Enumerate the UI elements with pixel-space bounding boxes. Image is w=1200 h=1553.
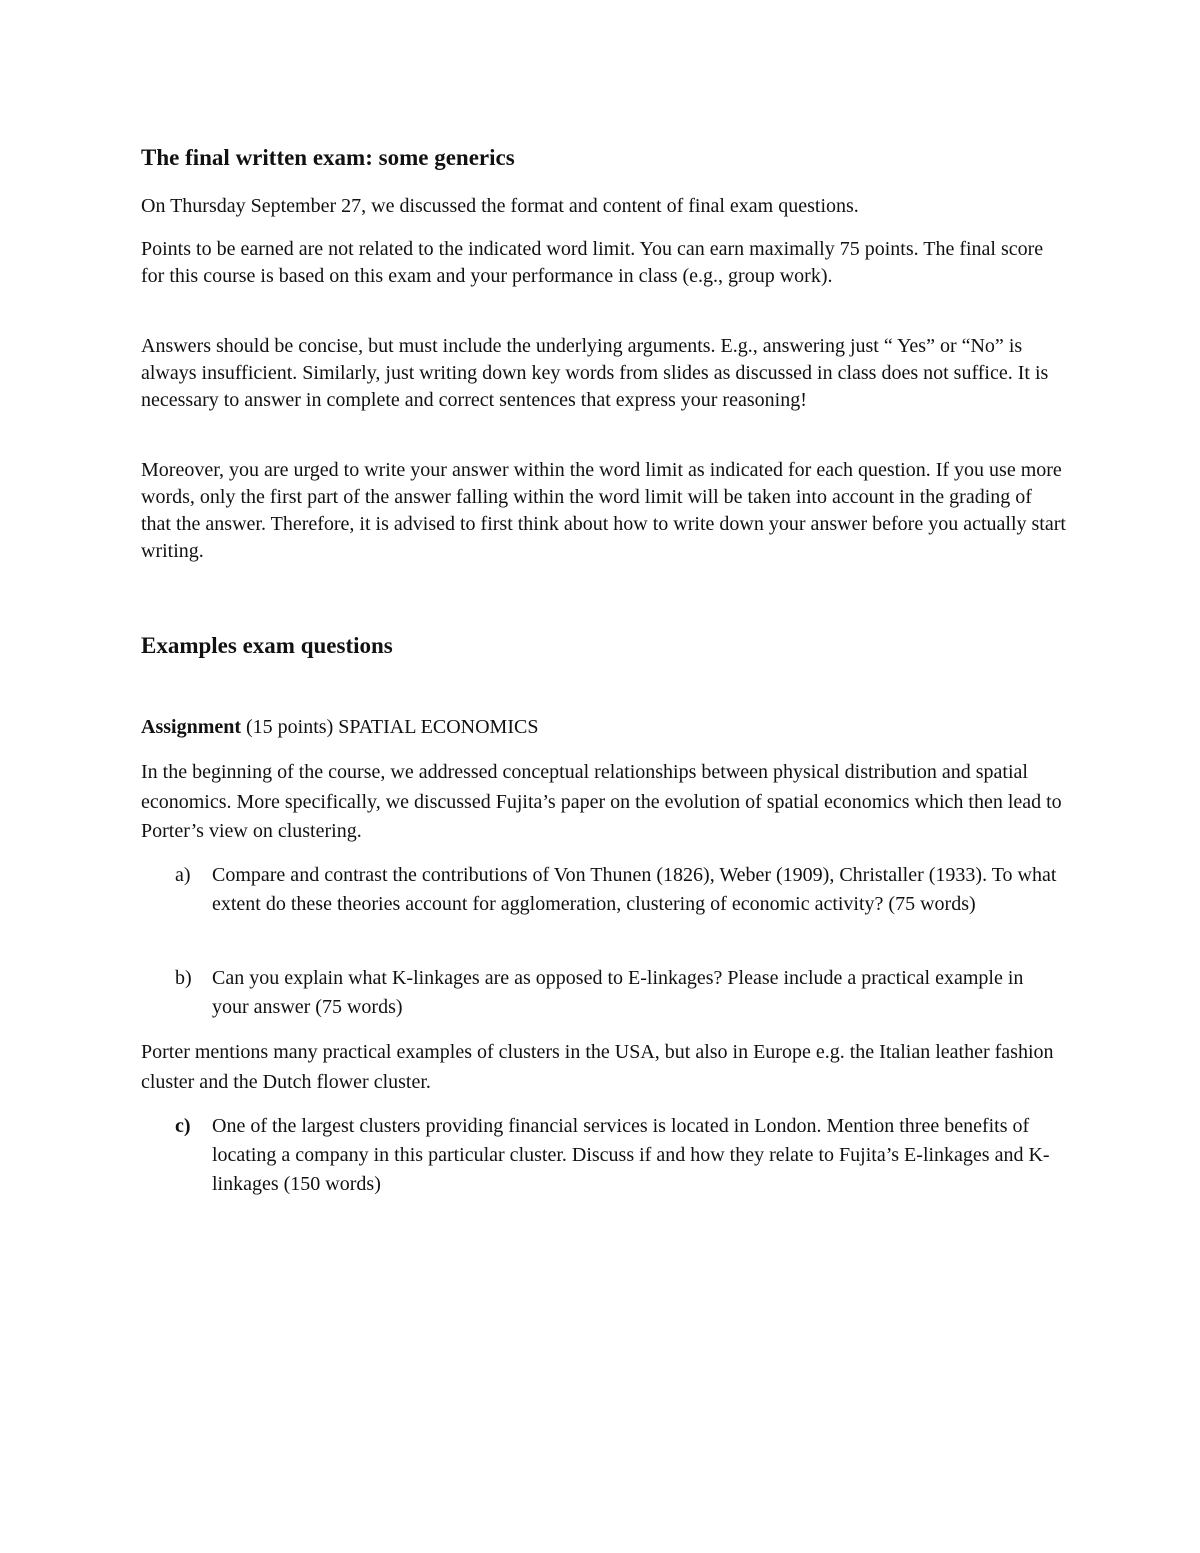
paragraph-date: On Thursday September 27, we discussed the format and content of final exam questions. [141,195,859,217]
paragraph-answers: Answers should be concise, but must include the underlying arguments. E.g., answering just “ Yes” or “No” is always insufficient. Similarly, just writing down key words from slides as discussed in class does not suffice. It is necessary to answer in complete and correct sentences that express your reasoning! [141,335,1049,411]
section-title-examples: Examples exam questions [141,633,393,658]
porter-paragraph: Porter mentions many practical examples of clusters in the USA, but also in Europe e.g. the Italian leather fashion cluster and the Dutch flower cluster. [141,1041,1054,1093]
assignment-header [141,714,1066,741]
paragraph-points: Points to be earned are not related to the indicated word limit. You can earn maximally 75 points. The final score for this course is based on this exam and your performance in class (e.g., group work). [141,238,1044,287]
question-c-text: One of the largest clusters providing financial services is located in London. Mention three benefits of locating a company in this particular cluster. Discuss if and how they relate to Fujita’s E-linkages and K-linkages (150 words) [212,1115,1050,1195]
question-c-label: c) [175,1115,191,1137]
question-b-text: Can you explain what K-linkages are as opposed to E-linkages? Please include a practical example in your answer (75 words) [212,967,1024,1018]
assignment-label: Assignment [141,716,242,738]
question-a-text: Compare and contrast the contributions of Von Thunen (1826), Weber (1909), Christaller (1933). To what extent do these theories account for agglomeration, clustering of economic activity? (75 words) [212,864,1057,915]
question-a-label: a) [175,864,191,886]
paragraph-word-limit: Moreover, you are urged to write your answer within the word limit as indicated for each question. If you use more words, only the first part of the answer falling within the word limit will be taken into account in the grading of that the answer. Therefore, it is advised to first think about how to write down your answer before you actually start writing. [141,459,1066,562]
question-b-label: b) [175,967,192,989]
assignment-points-topic: (15 points) SPATIAL ECONOMICS [241,716,539,738]
section-title-generics: The final written exam: some generics [141,145,515,170]
assignment-intro: In the beginning of the course, we addressed conceptual relationships between physical distribution and spatial economics. More specifically, we discussed Fujita’s paper on the evolution of spatial economics which then lead to Porter’s view on clustering. [141,761,1062,842]
